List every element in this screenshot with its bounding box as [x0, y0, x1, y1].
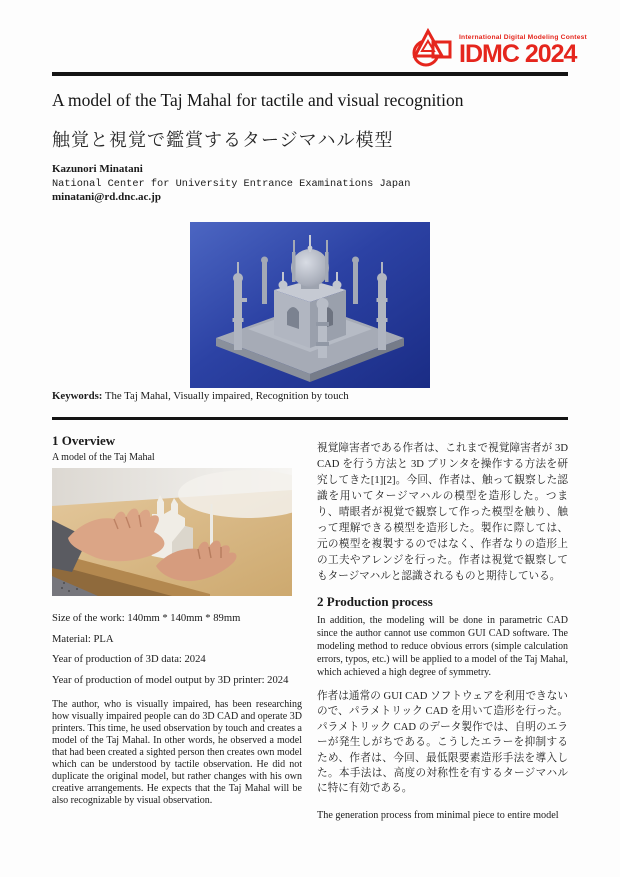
closing-line: The generation process from minimal piece to entire model	[317, 809, 559, 821]
left-column	[52, 433, 302, 807]
idmc-logo-text	[459, 27, 587, 67]
paper-title-english: A model of the Taj Mahal for tactile and visual recognition	[52, 90, 464, 110]
detail-size: Size of the work: 140mm * 140mm * 89mm	[52, 613, 241, 624]
idmc-wordmark: IDMC 2024	[459, 40, 577, 68]
production-paragraph-english: In addition, the modeling will be done in parametric CAD since the author cannot use common GUI CAD software. The modeling method to reduce obvious errors (simple calculation errors, typos, etc.) will be applied to a model of the Taj Mahal, which achieved a high degree of symmetry.	[317, 615, 568, 678]
author-name: Kazunori Minatani	[52, 163, 143, 175]
author-block	[52, 163, 410, 204]
figure-tactile-observation-photo	[52, 468, 302, 601]
author-affiliation: National Center for University Entrance Examinations Japan	[52, 177, 411, 190]
figure-caption: A model of the Taj Mahal	[52, 452, 155, 463]
header-rule	[52, 72, 568, 76]
paper-title-japanese: 触覚と視覚で鑑賞するタージマハル模型	[52, 130, 394, 150]
idmc-logo	[412, 27, 587, 74]
hero-figure-taj-mahal-model	[190, 222, 430, 388]
section-heading-overview: 1 Overview	[52, 433, 116, 448]
right-column	[317, 441, 568, 821]
detail-year-output: Year of production of model output by 3D printer: 2024	[52, 674, 289, 686]
production-paragraph-japanese: 作者は通常の GUI CAD ソフトウェアを利用できないので、パラメトリック CAD を用いて造形を行った。パラメトリック CAD のデータ製作では、自明のエラーが発生しがちである。こうしたエラーを抑制するため、作者は、今回、最低限要素造形手法を導入した。本手法は、高度の対称性を有するタージマハルに特に有効である。	[317, 691, 568, 795]
detail-material: Material: PLA	[52, 633, 114, 645]
keywords-text: The Taj Mahal, Visually impaired, Recognition by touch	[102, 390, 349, 402]
author-email[interactable]: minatani@rd.dnc.ac.jp	[52, 190, 161, 203]
overview-paragraph-japanese: 視覚障害者である作者は、これまで視覚障害者が 3D CAD を行う方法と 3D プリンタを操作する方法を研究してきた[1][2]。今回、作者は、触って観察した認識を用いてタージマハルの模型を造形した。つまり、晴眼者が視覚で観察して作った模型を触り、触って理解できる模型を造形した。製作に際しては、元の模型を複製するのではなく、作者なりの造形上の工夫やアレンジを行った。作者は視覚で観察してもタージマハルと認識されるものと期待している。	[317, 443, 568, 582]
section-heading-production: 2 Production process	[317, 594, 433, 609]
keywords-line	[52, 390, 349, 402]
overview-paragraph: The author, who is visually impaired, has been researching how visually impaired people can do 3D CAD and operate 3D printers. This time, he used observation by touch and creates a model of the Taj Mahal. In other words, he observed a model that had been created a sighted person then creates own model which can be understood by tactile observation. He did not duplicate the original model, but rather changes with his own creative arrangements. He expects that the Taj Mahal will be also recognizable by visual observation.	[52, 699, 302, 807]
contest-name: International Digital Modeling Contest	[459, 34, 587, 41]
keywords-label: Keywords:	[52, 390, 103, 402]
detail-year-data: Year of production of 3D data: 2024	[52, 654, 206, 666]
work-details	[52, 609, 302, 691]
section-divider-rule	[52, 417, 568, 420]
idmc-logo-icon	[412, 27, 456, 74]
